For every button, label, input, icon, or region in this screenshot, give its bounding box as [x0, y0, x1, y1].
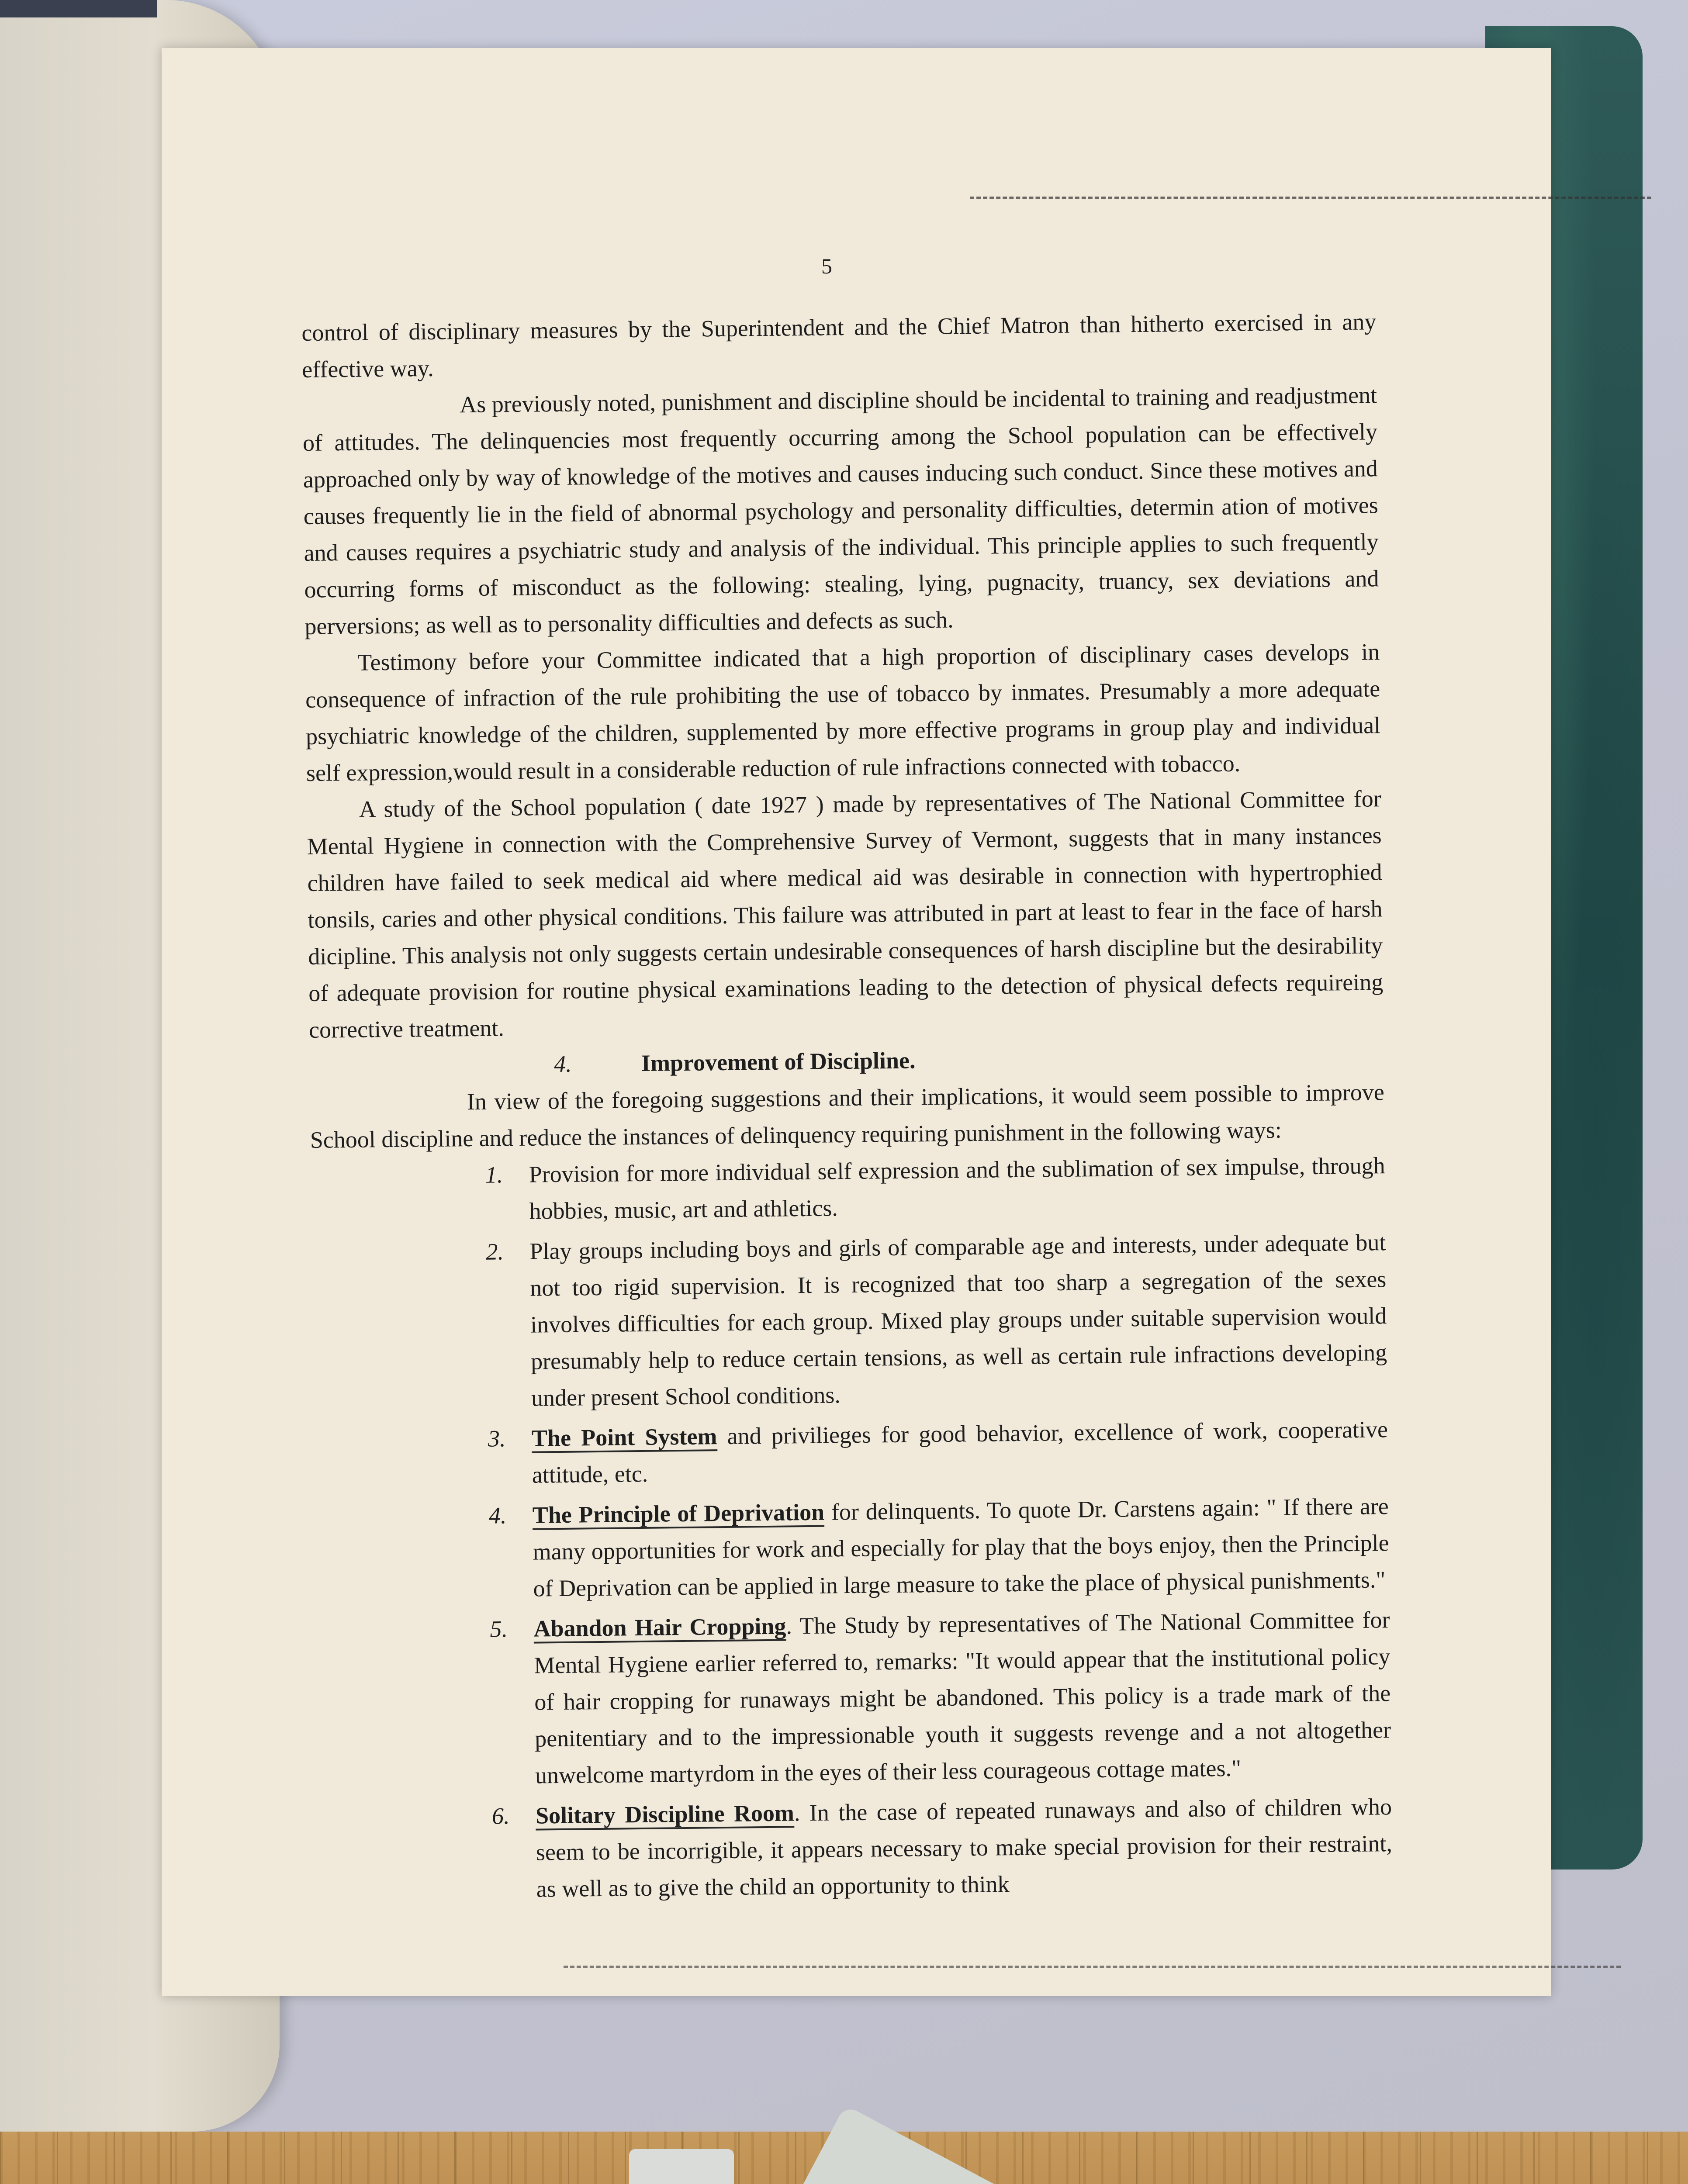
paragraph: control of disciplinary measures by the Superintendent and the Chief Matron than hitherto exercised in any effective way.: [301, 308, 1377, 383]
item-number: 5.: [490, 1616, 508, 1642]
list-item: [491, 1788, 1393, 1908]
item-title: Abandon Hair Cropping: [533, 1613, 786, 1644]
item-title: The Principle of Deprivation: [532, 1499, 824, 1530]
item-title: Solitary Discipline Room: [536, 1800, 795, 1830]
list-item: [488, 1411, 1389, 1493]
item-text: and privilieges for good behavior, excellence of work, cooperative attitude, etc.: [532, 1416, 1388, 1488]
item-text: . In the case of repeated runaways and also of children who seem to be incorrigible, it appears necessary to make special provision for their restraint, as well as to give the child an opportunity to think: [536, 1794, 1393, 1902]
recommendation-list: [310, 1147, 1393, 1910]
paragraph: As previously noted, punishment and discipline should be incidental to training and readjustment of attitudes. The delinquencies most frequently occurring among the School population can be effectively approached only by way of knowledge of the motives and causes inducing such conduct. Since these motives and causes frequently lie in the field of abnormal psychology and personality difficulties, determin ation of motives and causes requires a psychiatric study and analysis of the individual. This principle applies to such frequently occurring forms of misconduct as the following: stealing, lying, pugnacity, truancy, sex deviations and perversions; as well as to personality difficulties and defects as such.: [302, 382, 1379, 639]
page-number: 5: [821, 254, 832, 278]
item-number: 6.: [491, 1803, 510, 1829]
page-shadow: [0, 0, 157, 17]
item-title: The Point System: [532, 1423, 717, 1453]
section-intro: In view of the foregoing suggestions and their implications, it would seem possible to improve School discipline and reduce the instances of delinquency requiring punishment in the following ways:: [310, 1079, 1385, 1153]
item-text: Provision for more individual self expression and the sublimation of sex impulse, through hobbies, music, art and athletics.: [529, 1152, 1385, 1224]
item-text: . The Study by representatives of The National Committee for Mental Hygiene earlier referred to, remarks: "It would appear that the institutional policy of hair cropping for runaways might be abandoned. This policy is a trade mark of the penitentiary and to the impressionable youth it suggests revenge and a not altogether unwelcome martyrdom in the eyes of their less courageous cottage mates.": [534, 1607, 1391, 1789]
item-number: 2.: [486, 1238, 504, 1265]
item-text: for delinquents. To quote Dr. Carstens again: " If there are many opportunities for work and especially for play that the boys enjoy, then the Principle of Deprivation can be applied in large measure to take the place of physical punishments.": [533, 1493, 1389, 1602]
paper-tab: [629, 2149, 734, 2184]
paragraph: A study of the School population ( date 1927 ) made by representatives of The National Committee for Mental Hygiene in connection with the Comprehensive Survey of Vermont, suggests that in many instances children have failed to seek medical aid where medical aid was desirable in connection with hypertrophied tonsils, caries and other physical conditions. This failure was attributed in part at least to fear in the face of harsh dicipline. This analysis not only suggests certain undesirable consequences of harsh discipline but the desirability of adequate provision for routine physical examinations leading to the detection of physical defects requireing corrective treatment.: [307, 785, 1384, 1043]
section-number: 4.: [553, 1051, 572, 1078]
item-number: 4.: [488, 1502, 507, 1529]
dashed-rule-bottom: [564, 1966, 1621, 1968]
item-number: 3.: [488, 1425, 506, 1452]
section-title: Improvement of Discipline.: [641, 1047, 916, 1076]
document-text: [301, 303, 1393, 1913]
list-item: [485, 1147, 1386, 1230]
list-item: [488, 1488, 1390, 1607]
list-item: [490, 1601, 1391, 1794]
paragraph: Testimony before your Committee indicated that a high proportion of disciplinary cases develops in consequence of infraction of the rule prohibiting the use of tobacco by inmates. Presumably a more adequate psychiatric knowledge of the children, supplemented by more effective programs in group play and individual self expression,would result in a considerable reduction of rule infractions connected with tobacco.: [305, 639, 1381, 786]
item-text: Play groups including boys and girls of comparable age and interests, under adequate but not too rigid supervision. It is recognized that too sharp a segregation of the sexes involves difficulties for each group. Mixed play groups under suitable supervision would presumably help to reduce certain tensions, as well as certain rule infractions developing under present School conditions.: [529, 1229, 1387, 1411]
list-item: [486, 1224, 1387, 1417]
dashed-rule-top: [970, 197, 1651, 199]
item-number: 1.: [485, 1161, 503, 1188]
